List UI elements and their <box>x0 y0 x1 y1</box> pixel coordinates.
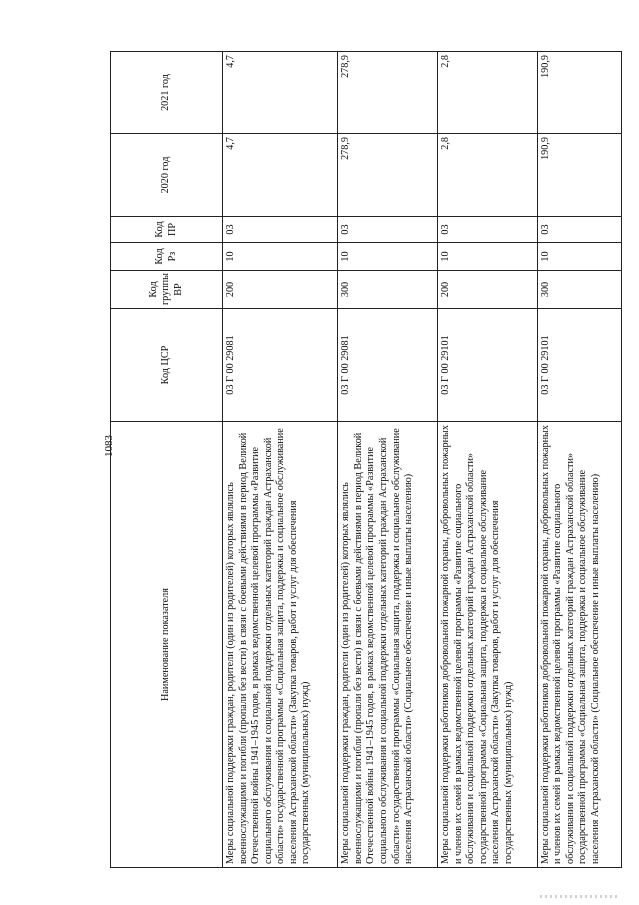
row-pr: 03 <box>537 217 621 243</box>
row-pr: 03 <box>223 217 338 243</box>
row-vr: 300 <box>537 271 621 309</box>
row-rz: 10 <box>338 243 438 271</box>
budget-table <box>110 51 622 868</box>
header-csr: Код ЦСР <box>111 309 223 422</box>
table-row <box>223 52 338 868</box>
scan-artifact <box>540 895 620 898</box>
row-csr: 03 Г 00 29101 <box>537 309 621 422</box>
row-csr: 03 Г 00 29101 <box>438 309 538 422</box>
row-name: Меры социальной поддержки работников добровольной пожарной охраны, добровольных пожарных и членов их семей в рамках ведомственной целевой программы «Развитие социального обслуживания и социальной поддержки отдельных категорий граждан Астраханской области» государственной программы «Социальная защита, поддержка и социальное обслуживание населения Астраханской области» (Социальное обеспечение и иные выплаты населению) <box>537 422 621 868</box>
row-2021: 190,9 <box>537 52 621 134</box>
row-2020: 4,7 <box>223 134 338 217</box>
row-vr: 200 <box>438 271 538 309</box>
row-rz: 10 <box>223 243 338 271</box>
table-row <box>438 52 538 868</box>
header-rz: Код Рз <box>111 243 223 271</box>
row-pr: 03 <box>438 217 538 243</box>
row-name: Меры социальной поддержки работников добровольной пожарной охраны, добровольных пожарных и членов их семей в рамках ведомственной целевой программы «Развитие социального обслуживания и социальной поддержки отдельных категорий граждан Астраханской области» государственной программы «Социальная защита, поддержка и социальное обслуживание населения Астраханской области» (Закупка товаров, работ и услуг для обеспечения государственных (муниципальных) нужд) <box>438 422 538 868</box>
header-2021: 2021 год <box>111 52 223 134</box>
rotated-document <box>110 52 622 868</box>
row-name: Меры социальной поддержки граждан, родители (один из родителей) которых являлись военнослужащими и погибли (пропали без вести) в связи с боевыми действиями в период Великой Отечественной войны 1941–1945 годов, в рамках ведомственной целевой программы «Развитие социального обслуживания и социальной поддержки отдельных категорий граждан Астраханской области» государственной программы «Социальная защита, поддержка и социальное обслуживание населения Астраханской области» (Закупка товаров, работ и услуг для обеспечения государственных (муниципальных) нужд) <box>223 422 338 868</box>
table-row <box>537 52 621 868</box>
row-csr: 03 Г 00 29081 <box>223 309 338 422</box>
row-pr: 03 <box>338 217 438 243</box>
row-name: Меры социальной поддержки граждан, родители (один из родителей) которых являлись военнослужащими и погибли (пропали без вести) в связи с боевыми действиями в период Великой Отечественной войны 1941–1945 годов, в рамках ведомственной целевой программы «Развитие социального обслуживания и социальной поддержки отдельных категорий граждан Астраханской области» государственной программы «Социальная защита, поддержка и социальное обслуживание населения Астраханской области» (Социальное обеспечение и иные выплаты населению) <box>338 422 438 868</box>
row-vr: 200 <box>223 271 338 309</box>
row-2020: 190,9 <box>537 134 621 217</box>
table-row <box>338 52 438 868</box>
row-2021: 2,8 <box>438 52 538 134</box>
header-pr: Код ПР <box>111 217 223 243</box>
header-2020: 2020 год <box>111 134 223 217</box>
page-number: 1083 <box>103 435 115 457</box>
row-2020: 278,9 <box>338 134 438 217</box>
row-rz: 10 <box>438 243 538 271</box>
row-csr: 03 Г 00 29081 <box>338 309 438 422</box>
row-vr: 300 <box>338 271 438 309</box>
header-vr: Код группы ВР <box>111 271 223 309</box>
row-2021: 4,7 <box>223 52 338 134</box>
header-name: Наименование показателя <box>111 422 223 868</box>
table-header-row <box>111 52 223 868</box>
row-rz: 10 <box>537 243 621 271</box>
row-2021: 278,9 <box>338 52 438 134</box>
row-2020: 2,8 <box>438 134 538 217</box>
